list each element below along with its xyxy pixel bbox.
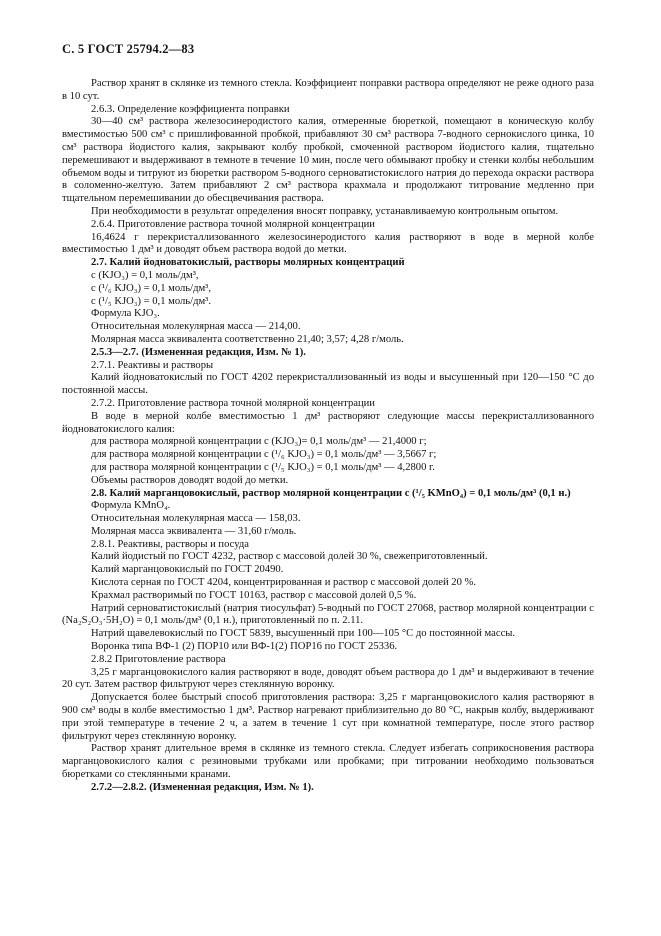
paragraph: Молярная масса эквивалента соответственно 21,40; 3,57; 4,28 г/моль.	[91, 333, 404, 345]
list-item: для раствора молярной концентрации c (¹/₆ KJO₃) = 0,1 моль/дм³ — 3,5667 г;	[91, 449, 437, 461]
formula-line: Формула KJO₃.	[91, 308, 160, 320]
section-heading: 2.8. Калий марганцовокислый, раствор молярной концентрации c (¹/₅ KMnO₄) = 0,1 моль/дм³ (0,1 н.)	[91, 487, 571, 499]
list-item: Натрий серноватистокислый (натрия тиосульфат) 5-водный по ГОСТ 27068, раствор молярной концентрации c (Na₂S₂O₃·5H₂O) = 0,1 моль/дм³ (0,1 н.), приготовленный по п. 2.11.	[62, 602, 594, 627]
document-body	[62, 78, 594, 795]
paragraph: Калий йодноватокислый по ГОСТ 4202 перекристаллизованный из воды и высушенный при 120—150 °С до постоянной массы.	[62, 372, 594, 397]
paragraph: Относительная молекулярная масса — 214,00.	[91, 321, 301, 333]
list-item: Крахмал растворимый по ГОСТ 10163, раствор с массовой долей 0,5 %.	[91, 589, 417, 601]
amendment-note: 2.5.3—2.7. (Измененная редакция, Изм. № 1).	[91, 346, 306, 358]
paragraph: 3,25 г марганцовокислого калия растворяют в воде, доводят объем раствора до 1 дм³ и выдерживают в течение 20 сут. Затем раствор фильтруют через стеклянную воронку.	[62, 666, 594, 691]
paragraph: Формула KMnO₄.	[91, 500, 171, 512]
paragraph: 30—40 см³ раствора железосинеродистого калия, отмеренные бюреткой, помещают в коническую колбу вместимостью 500 см³ с пришлифованной пробкой, прибавляют 30 см³ раствора 7-водного сернокислого цинка, 10 см³ раствора йодистого калия, закрывают колбу пробкой, смоченной раствором йодистого калия, тщательно перемешивают и выдерживают в темноте в течение 10 мин, после чего обмывают пробку и стенки колбы небольшим объемом воды и титруют из бюретки раствором 5-водного серноватистокислого натрия до перехода окраски раствора в соломенно-желтую. Затем прибавляют 2 см³ раствора крахмала и продолжают титрование медленно при тщательном перемешивании до обесцвечивания раствора.	[62, 116, 594, 205]
paragraph: Молярная масса эквивалента — 31,60 г/моль.	[91, 525, 297, 537]
formula-line: c (KJO₃) = 0,1 моль/дм³,	[91, 269, 199, 281]
section-heading: 2.8.1. Реактивы, растворы и посуда	[91, 538, 249, 550]
paragraph: 16,4624 г перекристаллизованного железосинеродистого калия растворяют в воде в мерной колбе вместимостью 1 дм³ и доводят объем раствора водой до метки.	[62, 231, 594, 256]
amendment-note: 2.7.2—2.8.2. (Измененная редакция, Изм. № 1).	[91, 781, 314, 793]
list-item: для раствора молярной концентрации c (KJO₃)= 0,1 моль/дм³ — 21,4000 г;	[91, 436, 427, 448]
list-item: Калий марганцовокислый по ГОСТ 20490.	[91, 564, 284, 576]
formula-line: c (¹/₅ KJO₃) = 0,1 моль/дм³.	[91, 295, 211, 307]
paragraph: Раствор хранят длительное время в склянке из темного стекла. Следует избегать соприкосновения раствора марганцовокислого калия с резиновыми трубками или пробками; при титровании необходимо пользоваться бюретками со стеклянными кранами.	[62, 743, 594, 781]
paragraph: При необходимости в результат определения вносят поправку, устанавливаемую контрольным опытом.	[91, 205, 559, 217]
list-item: для раствора молярной концентрации c (¹/₅ KJO₃) = 0,1 моль/дм³ — 4,2800 г.	[91, 461, 435, 473]
page-header: С. 5 ГОСТ 25794.2—83	[62, 42, 195, 56]
list-item: Натрий щавелевокислый по ГОСТ 5839, высушенный при 100—105 °С до постоянной массы.	[91, 628, 516, 640]
paragraph: В воде в мерной колбе вместимостью 1 дм³ растворяют следующие массы перекристаллизованного йодноватокислого калия:	[62, 410, 594, 435]
list-item: Воронка типа ВФ-1 (2) ПОР10 или ВФ-1(2) ПОР16 по ГОСТ 25336.	[91, 641, 398, 653]
paragraph: Относительная молекулярная масса — 158,03.	[91, 513, 301, 525]
paragraph: Раствор хранят в склянке из темного стекла. Коэффициент поправки раствора определяют не реже одного раза в 10 сут.	[62, 78, 594, 102]
formula-line: c (¹/₆ KJO₃) = 0,1 моль/дм³,	[91, 282, 211, 294]
section-heading: 2.7. Калий йодноватокислый, растворы молярных концентраций	[91, 257, 405, 269]
paragraph: Объемы растворов доводят водой до метки.	[91, 474, 289, 486]
list-item: Кислота серная по ГОСТ 4204, концентрированная и раствор с массовой долей 20 %.	[91, 577, 477, 589]
section-heading: 2.8.2 Приготовление раствора	[91, 653, 226, 665]
list-item: Калий йодистый по ГОСТ 4232, раствор с массовой долей 30 %, свежеприготовленный.	[91, 551, 488, 563]
section-heading: 2.7.2. Приготовление раствора точной молярной концентрации	[91, 397, 375, 409]
section-heading: 2.6.3. Определение коэффициента поправки	[91, 103, 290, 115]
paragraph: Допускается более быстрый способ приготовления раствора: 3,25 г марганцовокислого калия растворяют в 900 см³ воды в колбе вместимостью 1 дм³. Раствор нагревают приблизительно до 80 °С, накрыв колбу, выдерживают при этой температуре в течение 2 ч, а затем в течение 1 сут при комнатной температуре, после этого раствор фильтруют через стеклянную воронку.	[62, 692, 594, 742]
section-heading: 2.6.4. Приготовление раствора точной молярной концентрации	[91, 218, 375, 230]
section-heading: 2.7.1. Реактивы и растворы	[91, 359, 214, 371]
